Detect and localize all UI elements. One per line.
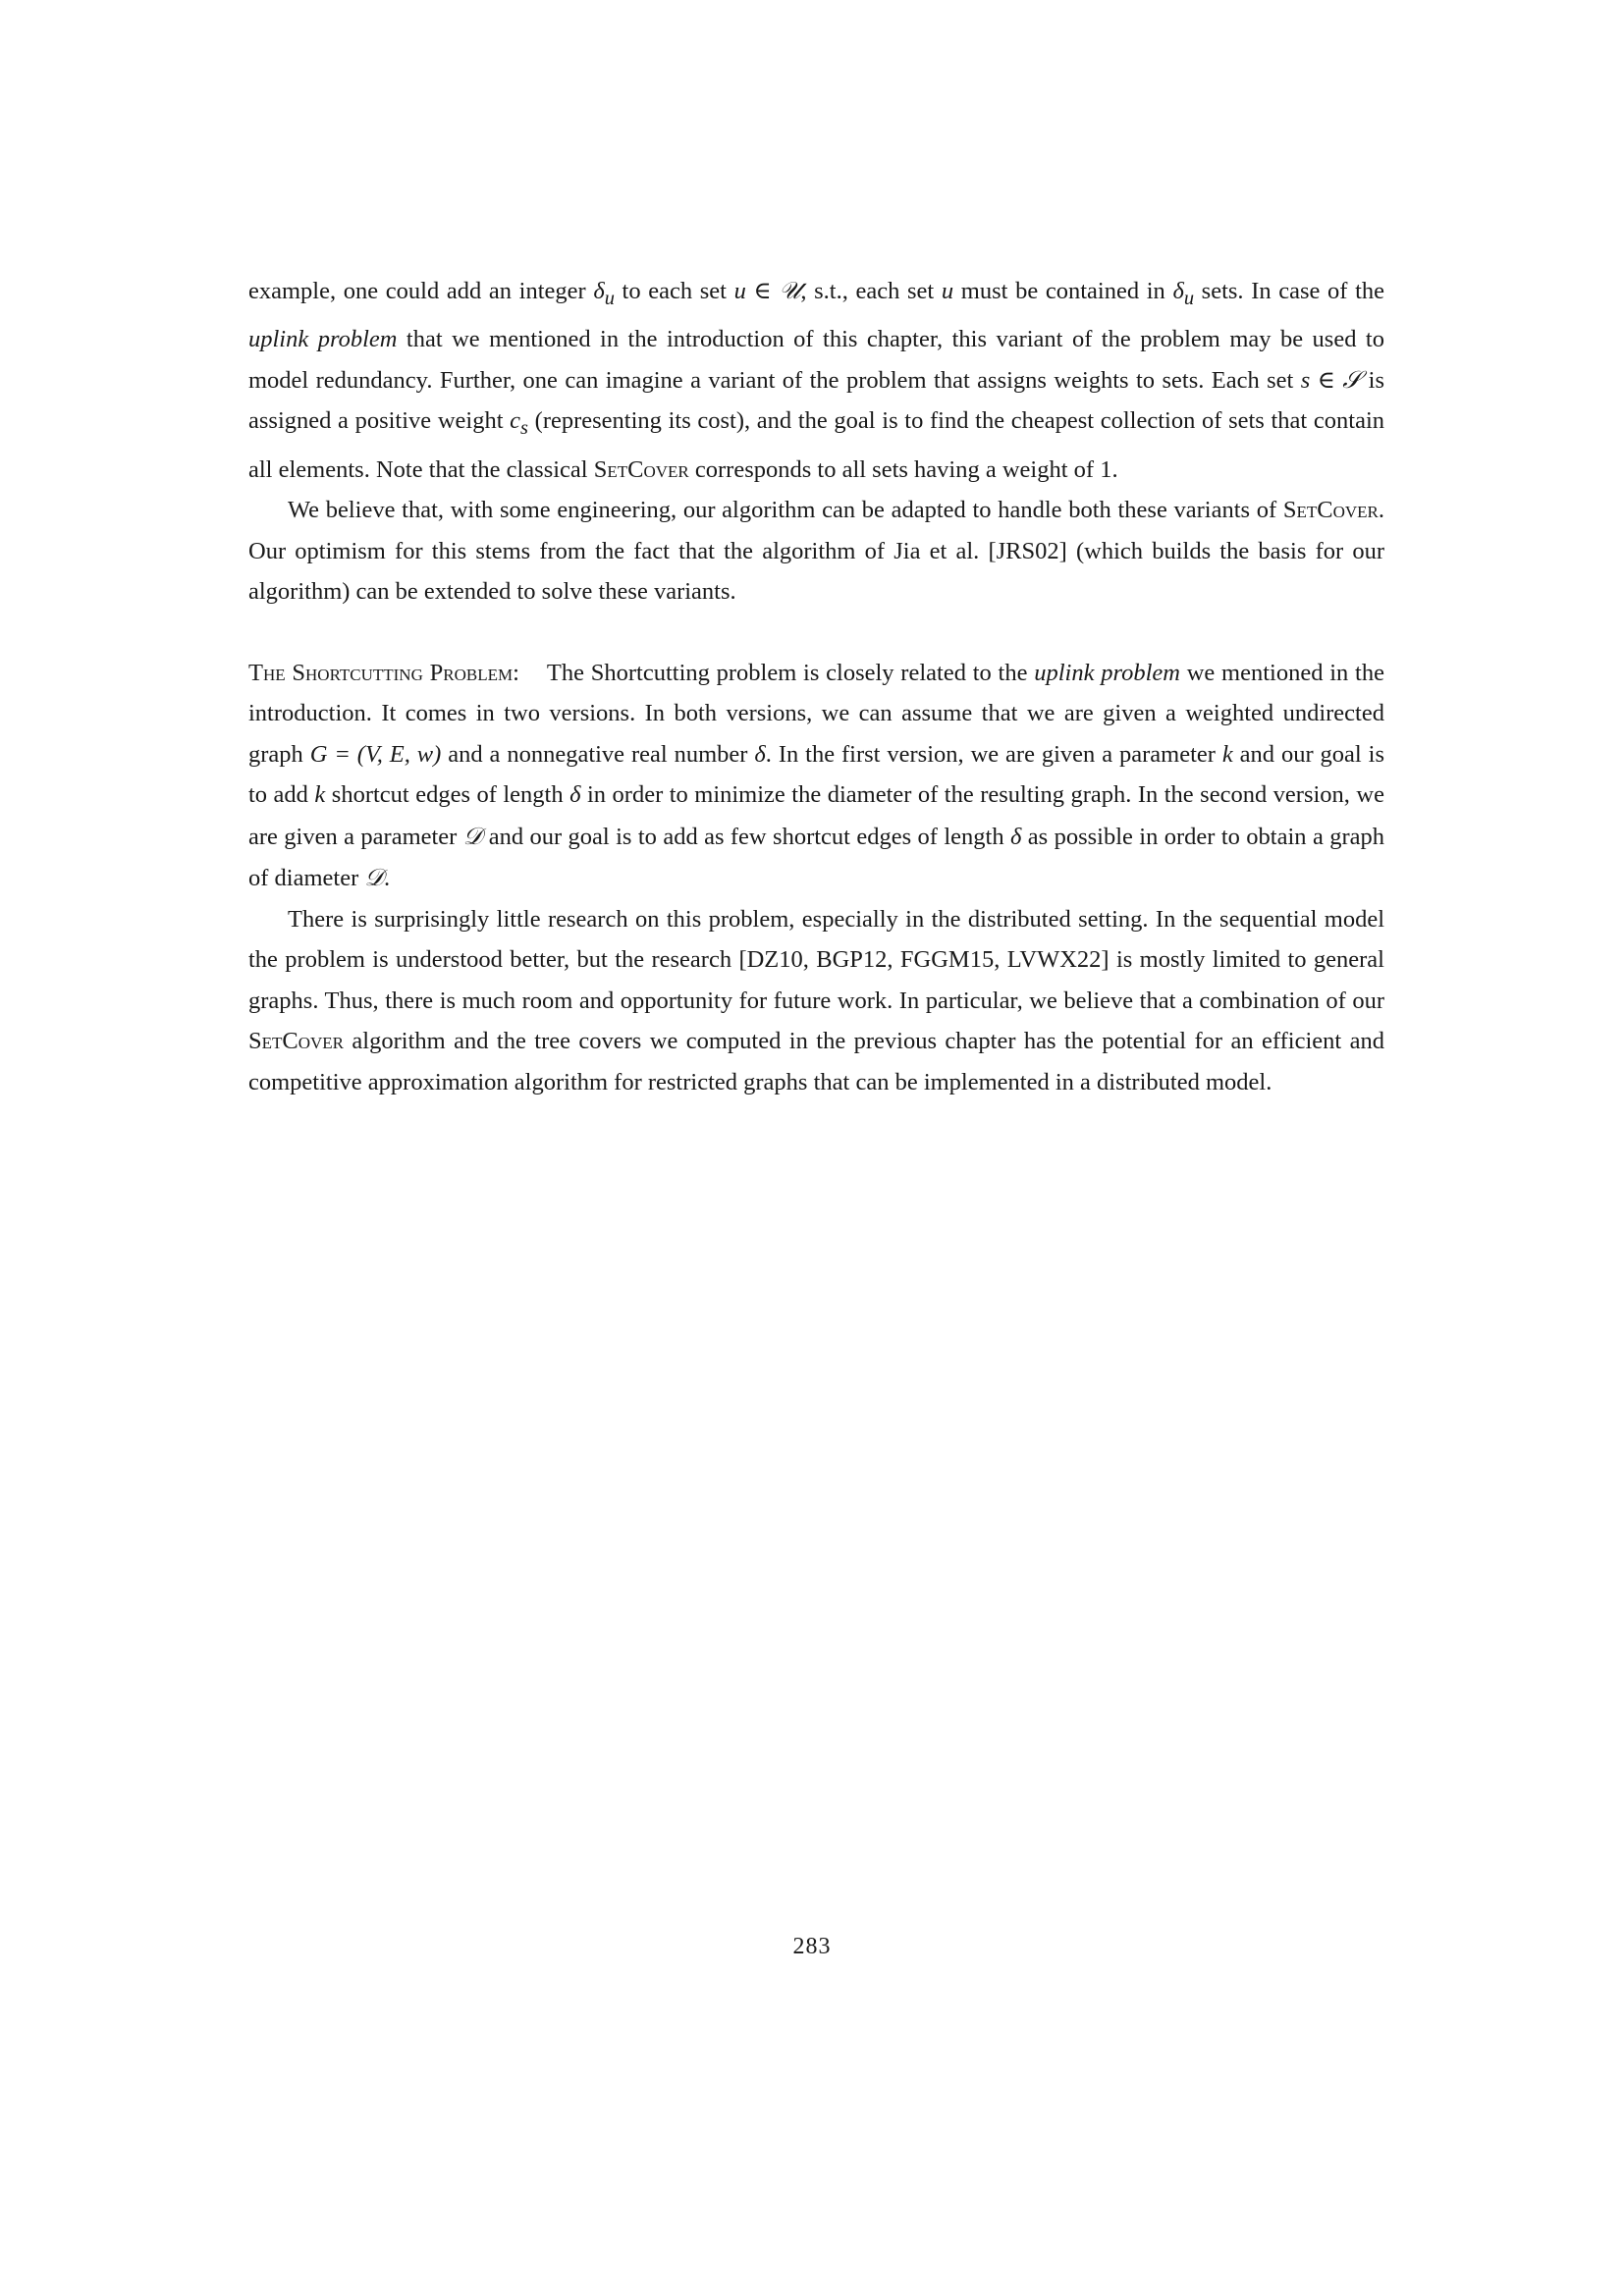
math-u: u xyxy=(941,278,954,304)
math-u-in-U: u ∈ 𝒰 xyxy=(733,278,801,304)
math-s-in-S: s ∈ 𝒮 xyxy=(1300,366,1362,394)
section-heading: The Shortcutting Problem: xyxy=(248,659,519,686)
math-delta: δ xyxy=(754,740,766,768)
paragraph-adaptation: We believe that, with some engineering, our algorithm can be adapted to handle both these variants of SetCover. Our optimism for this stems from the fact that the algorithm of Jia et al. [JRS02] (which builds the basis for our algorithm) can be extended to solve these variants. xyxy=(248,497,1384,606)
math-diameter: 𝒟 xyxy=(462,821,483,850)
page-number: 283 xyxy=(792,1934,832,1959)
uplink-problem-emphasis: uplink problem xyxy=(248,326,398,353)
math-diameter: 𝒟 xyxy=(364,863,384,892)
uplink-problem-emphasis: uplink problem xyxy=(1034,659,1180,686)
math-delta: δ xyxy=(569,781,581,809)
math-delta: δ xyxy=(1010,823,1022,850)
math-k: k xyxy=(314,781,326,809)
setcover-term: SetCover xyxy=(593,455,689,483)
math-delta-u-2: $\delta_u$ xyxy=(1172,278,1195,309)
math-c-s: $c_s$ xyxy=(510,407,528,440)
page-body xyxy=(248,271,1384,1102)
paragraph-shortcutting-problem: The Shortcutting Problem: The Shortcutting problem is closely related to the uplink problem we mentioned in the introduction. It comes in two versions. In both versions, we can assume that we are given a weighted undirected graph G = (V, E, w) and a nonnegative real number δ. In the first version, we are given a parameter k and our goal is to add k shortcut edges of length δ in order to minimize the diameter of the resulting graph. In the second version, we are given a parameter 𝒟 and our goal is to add as few shortcut edges of length δ as possible in order to obtain a graph of diameter 𝒟. xyxy=(248,659,1385,892)
setcover-term: SetCover xyxy=(248,1028,345,1055)
math-delta-u: $\delta_u$ xyxy=(593,278,615,309)
paragraph-future-work: There is surprisingly little research on this problem, especially in the distributed setting. In the sequential model the problem is understood better, but the research [DZ10, BGP12, FGGM15, LVWX22] is mostly limited to general graphs. Thus, there is much room and opportunity for future work. In particular, we believe that a combination of our SetCover algorithm and the tree covers we computed in the previous chapter has the potential for an efficient and competitive approximation algorithm for restricted graphs that can be implemented in a distributed model. xyxy=(248,905,1384,1095)
math-k: k xyxy=(1221,740,1233,768)
paragraph-setcover-variants: example, one could add an integer $\delta_u$ to each set u ∈ 𝒰, s.t., each set u must be contained in $\delta_u$ sets. In case of the uplink problem that we mentioned in the introduction of this chapter, this variant of the problem may be used to model redundancy. Further, one can imagine a variant of the problem that assigns weights to sets. Each set s ∈ 𝒮 is assigned a positive weight $c_s$ (representing its cost), and the goal is to find the cheapest collection of sets that contain all elements. Note that the classical SetCover corresponds to all sets having a weight of 1. xyxy=(248,278,1385,483)
math-graph: G = (V, E, w) xyxy=(309,740,442,768)
setcover-term: SetCover xyxy=(1282,497,1379,524)
